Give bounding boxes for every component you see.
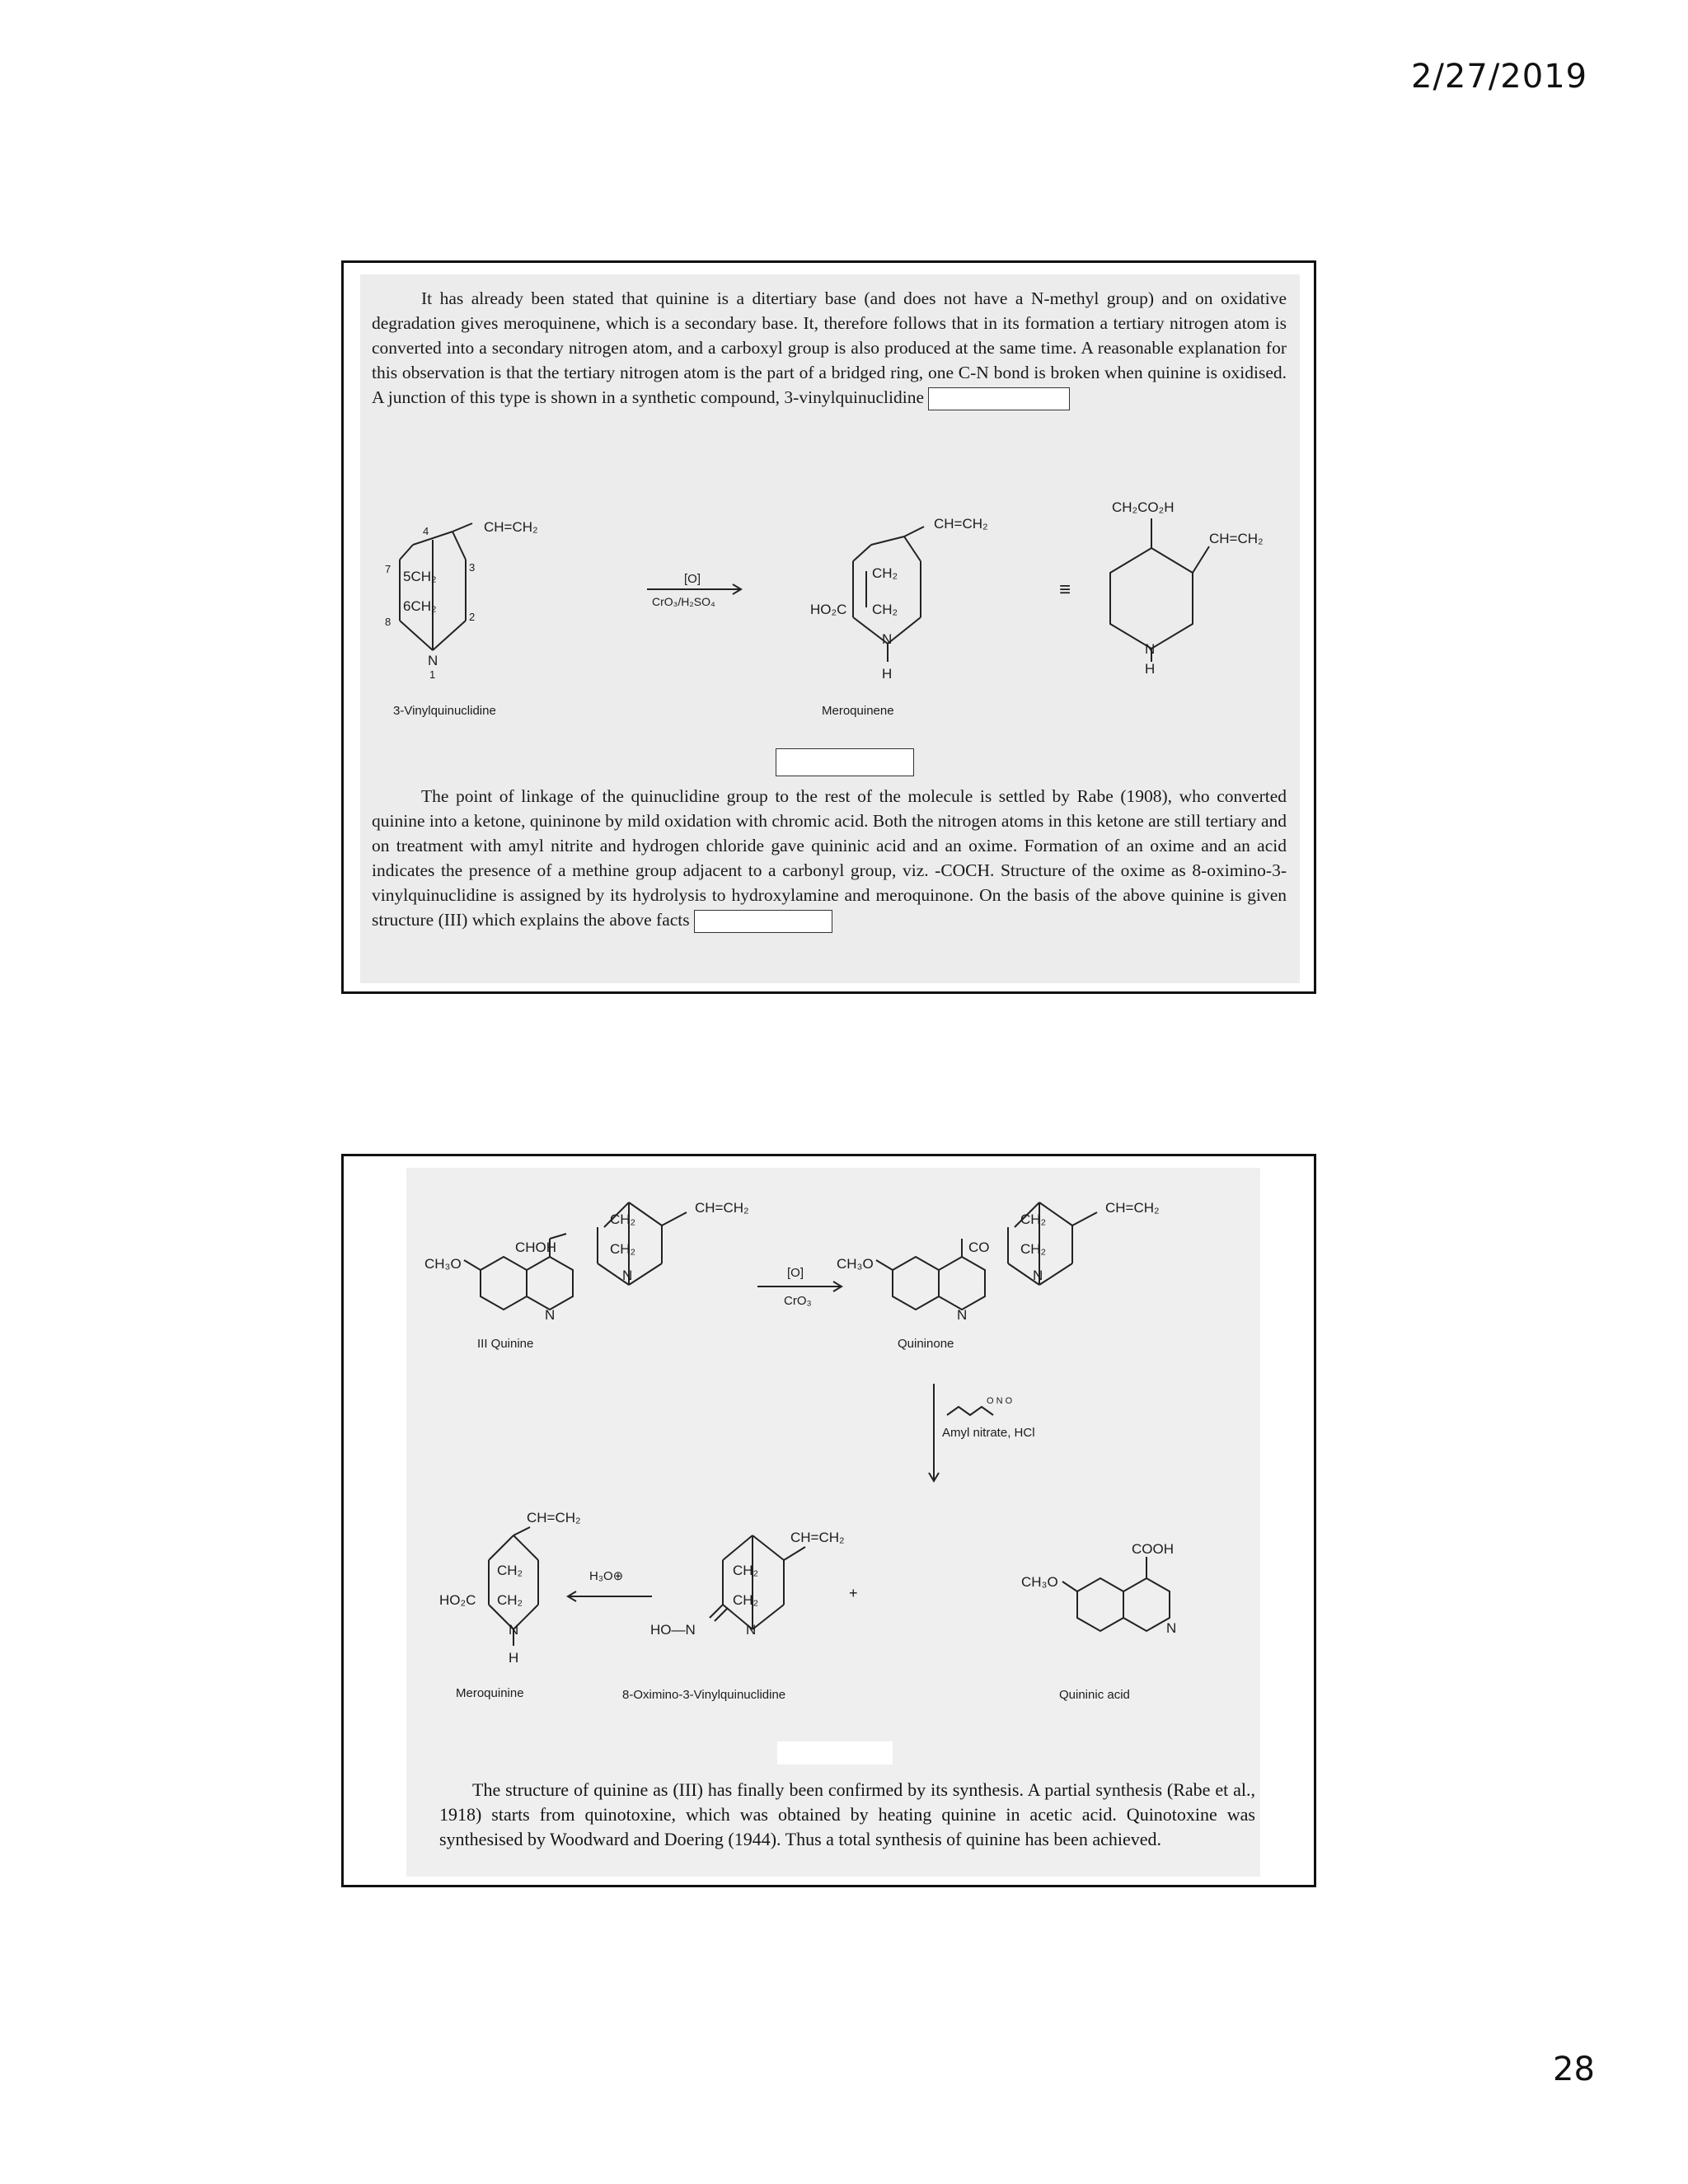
vinyl-c: CH=CH₂: [527, 1510, 581, 1526]
paragraph-quinine-degradation: It has already been stated that quinine is a ditertiary base (and does not have a N-methyl group) and on oxidative degradation gives meroquinene, which is a secondary base. It, therefore follows that in its formation a tertiary nitrogen atom is converted into a secondary nitrogen atom, and a carboxyl group is also produced at the same time. A reasonable explanation for this observation is that the tertiary nitrogen atom is the part of a bridged ring, one C-N bond is broken when quinine is oxidised. A junction of this type is shown in a synthetic compound, 3-vinylquinuclidine: [372, 286, 1287, 410]
ch2-a: CH₂: [610, 1212, 636, 1227]
ch2-c: CH₂: [1020, 1212, 1047, 1227]
ch2-d: CH₂: [1020, 1241, 1047, 1257]
h-g: H: [509, 1650, 519, 1666]
num-8: 8: [385, 616, 392, 628]
reagent1-bottom: CrO₃: [784, 1294, 812, 1308]
label-quininone: Quininone: [898, 1337, 954, 1351]
reagent-cro3: CrO₃/H₂SO₄: [652, 595, 715, 608]
nh-n-label: N: [882, 631, 893, 647]
pip-n-label: N: [1145, 641, 1156, 657]
n-a: N: [622, 1268, 633, 1283]
ch2-label-b: CH₂: [872, 602, 898, 617]
c6-label: 6CH₂: [403, 598, 437, 614]
n-e: N: [746, 1622, 757, 1638]
pip-h-label: H: [1145, 661, 1156, 677]
amyl-nitrite-structure: O N O: [987, 1396, 1013, 1406]
equiv-sign: ≡: [1059, 579, 1071, 601]
num-4: 4: [423, 525, 429, 537]
co-label: CO: [968, 1240, 990, 1255]
hon-label: HO—N: [650, 1622, 696, 1638]
label-quinine: III Quinine: [477, 1337, 534, 1351]
blank-box-end: [694, 910, 832, 933]
n-b: N: [545, 1307, 556, 1323]
ch3o-b: CH₃O: [837, 1256, 874, 1272]
n-c: N: [1033, 1268, 1043, 1283]
num-7: 7: [385, 563, 392, 575]
blank-box-mid: [776, 748, 914, 776]
ch3o-c: CH₃O: [1021, 1574, 1058, 1590]
ho2c-label: HO₂C: [439, 1592, 476, 1608]
slide-top: [341, 260, 1316, 994]
c5-label: 5CH₂: [403, 569, 437, 584]
reagent2: Amyl nitrate, HCl: [942, 1426, 1035, 1440]
num-1: 1: [429, 668, 436, 681]
paragraph-quininone: The point of linkage of the quinuclidine group to the rest of the molecule is settled by Rabe (1908), who converted quinine into a ketone, quininone by mild oxidation with chromic acid. Both the nitrogen atoms in this ketone are still tertiary and on treatment with amyl nitrite and hydrogen chloride gave quininic acid and an oxime. Formation of an oxime and an acid indicates the presence of a methine group adjacent to a carbonyl group, viz. -COCH. Structure of the oxime as 8-oximino-3-vinylquinuclidine is assigned by its hydrolysis to hydroxylamine and meroquinone. On the basis of the above quinine is given structure (III) which explains the above facts: [372, 784, 1287, 933]
choh-label: CHOH: [515, 1240, 557, 1255]
reagent-oxidation: [O]: [684, 572, 701, 586]
scanned-textbook-page-2: [406, 1168, 1260, 1877]
num-3: 3: [469, 561, 476, 574]
n-f: N: [1166, 1620, 1177, 1636]
ch2-h: CH₂: [497, 1592, 523, 1608]
ch2-g: CH₂: [497, 1563, 523, 1578]
vinyl-b: CH=CH₂: [1105, 1200, 1160, 1216]
slide-bottom: [341, 1154, 1316, 1887]
ch3o-a: CH₃O: [424, 1256, 462, 1272]
ho2c-label: HO₂C: [810, 602, 847, 617]
page-number: 28: [1553, 2050, 1595, 2088]
label-quininic-acid: Quininic acid: [1059, 1688, 1130, 1702]
reagent3: H₃O⊕: [589, 1569, 624, 1583]
vinyl-label-3: CH=CH₂: [1209, 531, 1264, 546]
ch2-e: CH₂: [733, 1563, 759, 1578]
ch2-f: CH₂: [733, 1592, 759, 1608]
num-2: 2: [469, 611, 476, 623]
label-meroquinene: Meroquinene: [822, 704, 894, 718]
ch2-label: CH₂: [872, 565, 898, 581]
scanned-textbook-page-1: [360, 274, 1300, 983]
blank-box-2: [777, 1741, 893, 1765]
n-d: N: [957, 1307, 968, 1323]
cooh-label: COOH: [1132, 1541, 1174, 1557]
ch2co2h-label: CH₂CO₂H: [1112, 499, 1175, 515]
paragraph-synthesis: The structure of quinine as (III) has finally been confirmed by its synthesis. A partial synthesis (Rabe et al., 1918) starts from quinotoxine, which was obtained by heating quinine in acetic acid. Quinotoxine was synthesised by Woodward and Doering (1944). Thus a total synthesis of quinine has been achieved.: [439, 1779, 1255, 1849]
quinine-degradation-scheme: [406, 1168, 1260, 1877]
vinyl-label-2: CH=CH₂: [934, 516, 988, 532]
vinyl-a: CH=CH₂: [695, 1200, 749, 1216]
vinyl-d: CH=CH₂: [790, 1530, 845, 1545]
label-oxime: 8-Oximino-3-Vinylquinuclidine: [622, 1688, 786, 1702]
vinyl-label: CH=CH₂: [484, 519, 538, 535]
n-label: N: [428, 653, 438, 668]
reagent1-top: [O]: [787, 1266, 804, 1280]
nh-h-label: H: [882, 666, 893, 682]
n-g: N: [509, 1622, 519, 1638]
label-3-vinylquinuclidine: 3-Vinylquinuclidine: [393, 704, 496, 718]
plus-sign: +: [849, 1585, 858, 1601]
slide-date: 2/27/2019: [1411, 58, 1588, 96]
label-meroquinine: Meroquinine: [456, 1686, 524, 1700]
ch2-b: CH₂: [610, 1241, 636, 1257]
